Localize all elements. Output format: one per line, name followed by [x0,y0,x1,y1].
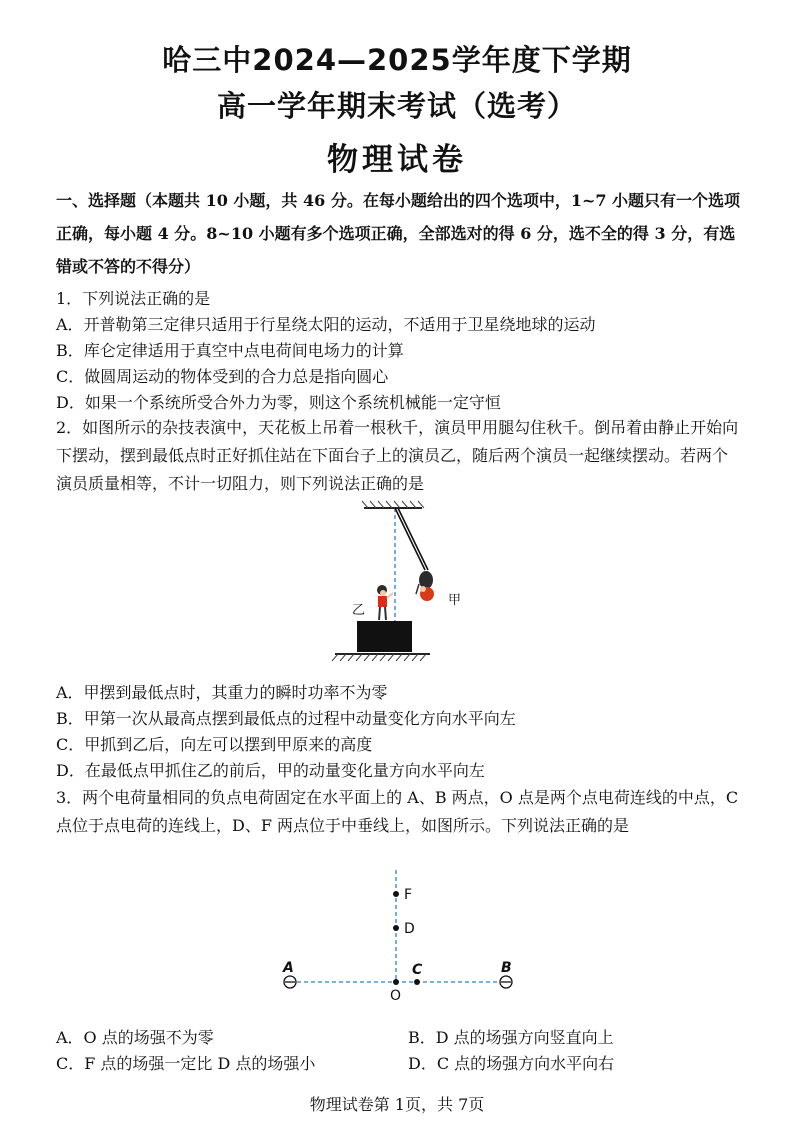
label-b: B [501,960,512,976]
performer-a-illustration [416,571,434,601]
q1-option-a: A．开普勒第三定律只适用于行星绕太阳的运动，不适用于卫星绕地球的运动 [56,315,596,334]
page-footer: 物理试卷第 1页，共 7页 [309,1095,485,1114]
q3-option-d: D．C 点的场强方向水平向右 [408,1054,615,1073]
q3-option-b: B．D 点的场强方向竖直向上 [408,1028,614,1047]
label-a: A [283,960,294,976]
q2-option-a: A．甲摆到最低点时，其重力的瞬时功率不为零 [56,683,388,702]
question-1-stem: 1．下列说法正确的是 [56,289,211,308]
q2-option-c: C．甲抓到乙后，向左可以摆到甲原来的高度 [56,735,373,754]
label-d: D [404,921,415,937]
question-2-stem: 2．如图所示的杂技表演中，天花板上吊着一根秋千，演员甲用腿勾住秋千。倒吊着由静止开始向下摆动，摆到最低点时正好抓住站在下面台子上的演员乙，随后两个演员一起继续摆动。若两个演员质量相等，不计一切阻力，则下列说法正确的是 [56,418,739,493]
label-o: O [390,988,402,1004]
question-3-stem: 3．两个电荷量相同的负点电荷固定在水平面上的 A、B 两点，O 点是两个点电荷连线的中点，C 点位于点电荷的连线上，D、F 两点位于中垂线上，如图所示。下列说法正确的是 [56,788,739,835]
label-f: F [404,887,413,903]
section-heading: 一、选择题（本题共 10 小题，共 46 分。在每小题给出的四个选项中，1~7 小题只有一个选项正确，每小题 4 分。8~10 小题有多个选项正确，全部选对的得 6 分，选不全的得 3 分，有选错或不答的不得分） [56,191,741,276]
subject-title: 物理试卷 [327,142,467,178]
q3-option-c: C．F 点的场强一定比 D 点的场强小 [56,1054,316,1073]
swing-figure [330,498,462,668]
charge-figure [270,862,530,1012]
point-f [393,891,399,897]
point-d [393,925,399,931]
exam-title: 哈三中2024—2025学年度下学期 [162,43,632,77]
q2-option-b: B．甲第一次从最高点摆到最低点的过程中动量变化方向水平向左 [56,709,516,728]
q3-option-a: A．O 点的场强不为零 [56,1028,214,1047]
q1-option-d: D．如果一个系统所受合外力为零，则这个系统机械能一定守恒 [56,393,501,412]
exam-subtitle: 高一学年期末考试（选考） [216,89,577,123]
q1-option-c: C．做圆周运动的物体受到的合力总是指向圆心 [56,367,389,386]
label-c: C [412,962,423,978]
q2-option-d: D．在最低点甲抓住乙的前后，甲的动量变化量方向水平向左 [56,761,485,780]
point-o [393,979,399,985]
charge-b [500,976,512,988]
label-performer-b: 乙 [352,603,366,618]
charge-a [284,976,296,988]
performer-b-illustration [377,585,393,620]
point-c [414,979,420,985]
label-performer-a: 甲 [448,593,462,608]
q1-option-b: B．库仑定律适用于真空中点电荷间电场力的计算 [56,341,404,360]
